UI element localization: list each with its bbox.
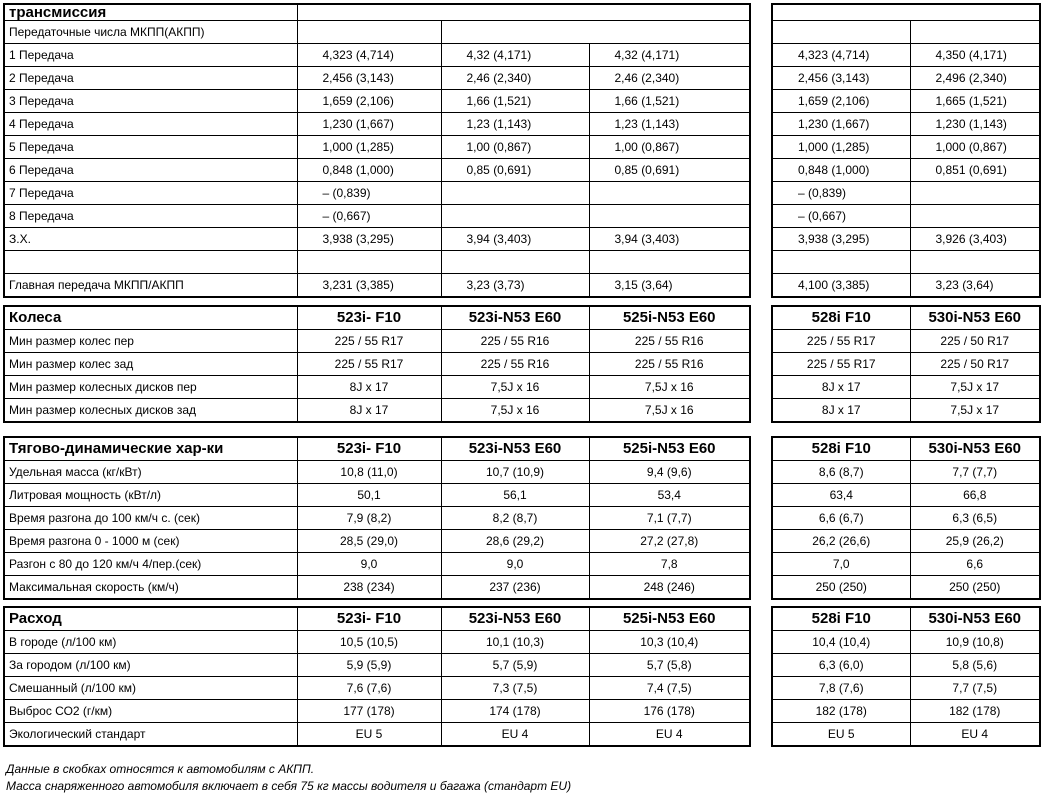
value-cell bbox=[589, 251, 750, 274]
model-header: 528i F10 bbox=[772, 607, 910, 631]
value-cell bbox=[910, 205, 1040, 228]
consumption-table-left bbox=[3, 606, 751, 747]
footnote-akpp: Данные в скобках относятся к автомобилям с АКПП. bbox=[6, 762, 315, 776]
value-cell: 7,8 (7,6) bbox=[772, 677, 910, 700]
value-cell: 3,15 (3,64) bbox=[589, 274, 750, 298]
value-cell: 0,85 (0,691) bbox=[441, 159, 589, 182]
value-cell bbox=[589, 205, 750, 228]
subtitle: Передаточные числа МКПП(АКПП) bbox=[4, 21, 297, 44]
row-label: За городом (л/100 км) bbox=[4, 654, 297, 677]
value-cell: 1,000 (1,285) bbox=[772, 136, 910, 159]
value-cell: 177 (178) bbox=[297, 700, 441, 723]
value-cell: 10,9 (10,8) bbox=[910, 631, 1040, 654]
row-label: Время разгона 0 - 1000 м (сек) bbox=[4, 530, 297, 553]
value-cell: 7,5J x 17 bbox=[910, 376, 1040, 399]
value-cell: 7,0 bbox=[772, 553, 910, 576]
value-cell: 4,323 (4,714) bbox=[772, 44, 910, 67]
table-row bbox=[772, 205, 1040, 228]
row-label: 3 Передача bbox=[4, 90, 297, 113]
value-cell: 10,8 (11,0) bbox=[297, 461, 441, 484]
table-row bbox=[4, 228, 750, 251]
table-row bbox=[772, 677, 1040, 700]
value-cell: 225 / 55 R16 bbox=[589, 330, 750, 353]
value-cell: 10,4 (10,4) bbox=[772, 631, 910, 654]
footnotes bbox=[6, 761, 571, 795]
value-cell: 238 (234) bbox=[297, 576, 441, 600]
value-cell: 10,5 (10,5) bbox=[297, 631, 441, 654]
row-label: 4 Передача bbox=[4, 113, 297, 136]
table-row bbox=[4, 90, 750, 113]
value-cell: 53,4 bbox=[589, 484, 750, 507]
row-label: Разгон с 80 до 120 км/ч 4/пер.(сек) bbox=[4, 553, 297, 576]
value-cell: 7,1 (7,7) bbox=[589, 507, 750, 530]
table-row bbox=[4, 159, 750, 182]
value-cell: 1,659 (2,106) bbox=[772, 90, 910, 113]
value-cell: 1,230 (1,667) bbox=[772, 113, 910, 136]
table-row bbox=[4, 251, 750, 274]
value-cell bbox=[297, 251, 441, 274]
value-cell: 250 (250) bbox=[910, 576, 1040, 600]
value-cell: 7,5J x 17 bbox=[910, 399, 1040, 423]
value-cell: 182 (178) bbox=[772, 700, 910, 723]
value-cell: EU 5 bbox=[297, 723, 441, 747]
table-row bbox=[4, 44, 750, 67]
table-row bbox=[772, 507, 1040, 530]
value-cell: 7,3 (7,5) bbox=[441, 677, 589, 700]
value-cell: 6,6 bbox=[910, 553, 1040, 576]
value-cell: 8,6 (8,7) bbox=[772, 461, 910, 484]
row-label: 8 Передача bbox=[4, 205, 297, 228]
table-row bbox=[4, 723, 750, 747]
table-row bbox=[772, 399, 1040, 423]
value-cell: 8J x 17 bbox=[297, 399, 441, 423]
table-row bbox=[4, 376, 750, 399]
value-cell: 225 / 55 R16 bbox=[589, 353, 750, 376]
row-label bbox=[4, 251, 297, 274]
table-row bbox=[4, 553, 750, 576]
value-cell: 182 (178) bbox=[910, 700, 1040, 723]
model-header: 528i F10 bbox=[772, 437, 910, 461]
value-cell: 9,4 (9,6) bbox=[589, 461, 750, 484]
value-cell: 1,230 (1,143) bbox=[910, 113, 1040, 136]
table-row bbox=[772, 44, 1040, 67]
table-row bbox=[4, 654, 750, 677]
table-row bbox=[772, 228, 1040, 251]
value-cell: 1,665 (1,521) bbox=[910, 90, 1040, 113]
table-row bbox=[4, 136, 750, 159]
table-row bbox=[772, 90, 1040, 113]
value-cell: 225 / 55 R16 bbox=[441, 330, 589, 353]
value-cell: 7,6 (7,6) bbox=[297, 677, 441, 700]
value-cell: 3,938 (3,295) bbox=[772, 228, 910, 251]
value-cell: 7,5J x 16 bbox=[441, 376, 589, 399]
table-row bbox=[4, 461, 750, 484]
value-cell: 56,1 bbox=[441, 484, 589, 507]
value-cell: – (0,667) bbox=[297, 205, 441, 228]
wheels-table-left bbox=[3, 305, 751, 423]
value-cell: 225 / 55 R17 bbox=[772, 353, 910, 376]
value-cell: 1,23 (1,143) bbox=[589, 113, 750, 136]
model-header: 523i-N53 E60 bbox=[441, 607, 589, 631]
table-row bbox=[772, 576, 1040, 600]
row-label: Удельная масса (кг/кВт) bbox=[4, 461, 297, 484]
value-cell: 28,5 (29,0) bbox=[297, 530, 441, 553]
table-row bbox=[4, 484, 750, 507]
value-cell: 2,496 (2,340) bbox=[910, 67, 1040, 90]
value-cell: 1,000 (0,867) bbox=[910, 136, 1040, 159]
value-cell: 225 / 50 R17 bbox=[910, 353, 1040, 376]
row-label: Мин размер колес пер bbox=[4, 330, 297, 353]
value-cell: 4,100 (3,385) bbox=[772, 274, 910, 298]
value-cell: 7,4 (7,5) bbox=[589, 677, 750, 700]
row-label: Мин размер колесных дисков пер bbox=[4, 376, 297, 399]
value-cell: 10,3 (10,4) bbox=[589, 631, 750, 654]
value-cell bbox=[589, 182, 750, 205]
value-cell: 50,1 bbox=[297, 484, 441, 507]
table-row bbox=[772, 530, 1040, 553]
value-cell: 8,2 (8,7) bbox=[441, 507, 589, 530]
table-row bbox=[4, 530, 750, 553]
value-cell: 27,2 (27,8) bbox=[589, 530, 750, 553]
dynamics-table-right bbox=[771, 436, 1041, 600]
value-cell: 225 / 55 R16 bbox=[441, 353, 589, 376]
row-label: В городе (л/100 км) bbox=[4, 631, 297, 654]
model-header: 523i-N53 E60 bbox=[441, 437, 589, 461]
value-cell: 6,3 (6,5) bbox=[910, 507, 1040, 530]
model-header: 530i-N53 E60 bbox=[910, 437, 1040, 461]
value-cell: – (0,839) bbox=[297, 182, 441, 205]
value-cell: EU 4 bbox=[441, 723, 589, 747]
table-row bbox=[772, 274, 1040, 298]
value-cell: 225 / 50 R17 bbox=[910, 330, 1040, 353]
value-cell: 4,32 (4,171) bbox=[441, 44, 589, 67]
table-row bbox=[772, 631, 1040, 654]
value-cell: 7,9 (8,2) bbox=[297, 507, 441, 530]
dynamics-table-left bbox=[3, 436, 751, 600]
value-cell: 26,2 (26,6) bbox=[772, 530, 910, 553]
value-cell: 1,00 (0,867) bbox=[441, 136, 589, 159]
value-cell: 7,7 (7,5) bbox=[910, 677, 1040, 700]
value-cell bbox=[910, 182, 1040, 205]
table-row bbox=[772, 353, 1040, 376]
model-header: 525i-N53 E60 bbox=[589, 607, 750, 631]
value-cell bbox=[441, 205, 589, 228]
value-cell: 0,85 (0,691) bbox=[589, 159, 750, 182]
value-cell: 3,94 (3,403) bbox=[441, 228, 589, 251]
section-title: трансмиссия bbox=[4, 4, 297, 21]
model-header: 523i- F10 bbox=[297, 306, 441, 330]
table-row bbox=[4, 631, 750, 654]
value-cell: 28,6 (29,2) bbox=[441, 530, 589, 553]
value-cell: 4,32 (4,171) bbox=[589, 44, 750, 67]
value-cell: – (0,839) bbox=[772, 182, 910, 205]
row-label: Литровая мощность (кВт/л) bbox=[4, 484, 297, 507]
value-cell bbox=[441, 182, 589, 205]
transmission-table-left bbox=[3, 3, 751, 298]
value-cell: 176 (178) bbox=[589, 700, 750, 723]
value-cell: 237 (236) bbox=[441, 576, 589, 600]
value-cell: 25,9 (26,2) bbox=[910, 530, 1040, 553]
value-cell: 3,938 (3,295) bbox=[297, 228, 441, 251]
value-cell: 3,23 (3,64) bbox=[910, 274, 1040, 298]
row-label: Максимальная скорость (км/ч) bbox=[4, 576, 297, 600]
value-cell bbox=[910, 251, 1040, 274]
table-row bbox=[4, 67, 750, 90]
row-label: 6 Передача bbox=[4, 159, 297, 182]
value-cell: 2,46 (2,340) bbox=[441, 67, 589, 90]
model-header: 523i- F10 bbox=[297, 607, 441, 631]
value-cell: 4,350 (4,171) bbox=[910, 44, 1040, 67]
table-row bbox=[772, 461, 1040, 484]
model-header: 528i F10 bbox=[772, 306, 910, 330]
table-row bbox=[4, 677, 750, 700]
model-header: 525i-N53 E60 bbox=[589, 437, 750, 461]
table-row bbox=[772, 182, 1040, 205]
table-row bbox=[772, 251, 1040, 274]
table-row bbox=[4, 182, 750, 205]
value-cell: EU 4 bbox=[589, 723, 750, 747]
table-row bbox=[772, 376, 1040, 399]
row-label: Время разгона до 100 км/ч с. (сек) bbox=[4, 507, 297, 530]
model-header: 530i-N53 E60 bbox=[910, 306, 1040, 330]
value-cell: 0,848 (1,000) bbox=[297, 159, 441, 182]
table-row bbox=[772, 654, 1040, 677]
table-row bbox=[4, 399, 750, 423]
row-label: Главная передача МКПП/АКПП bbox=[4, 274, 297, 298]
table-row bbox=[4, 113, 750, 136]
value-cell: 248 (246) bbox=[589, 576, 750, 600]
table-row bbox=[772, 700, 1040, 723]
value-cell: 9,0 bbox=[441, 553, 589, 576]
section-title: Колеса bbox=[4, 306, 297, 330]
row-label: Мин размер колесных дисков зад bbox=[4, 399, 297, 423]
table-row bbox=[772, 330, 1040, 353]
row-label: Мин размер колес зад bbox=[4, 353, 297, 376]
value-cell: – (0,667) bbox=[772, 205, 910, 228]
row-label: З.Х. bbox=[4, 228, 297, 251]
section-title: Расход bbox=[4, 607, 297, 631]
value-cell: 63,4 bbox=[772, 484, 910, 507]
value-cell: 3,926 (3,403) bbox=[910, 228, 1040, 251]
value-cell: 7,5J x 16 bbox=[589, 376, 750, 399]
model-header: 523i-N53 E60 bbox=[441, 306, 589, 330]
value-cell: 1,000 (1,285) bbox=[297, 136, 441, 159]
row-label: 7 Передача bbox=[4, 182, 297, 205]
row-label: 5 Передача bbox=[4, 136, 297, 159]
value-cell: 8J x 17 bbox=[772, 399, 910, 423]
table-row bbox=[4, 576, 750, 600]
value-cell: 4,323 (4,714) bbox=[297, 44, 441, 67]
row-label: Выброс СО2 (г/км) bbox=[4, 700, 297, 723]
value-cell: 250 (250) bbox=[772, 576, 910, 600]
value-cell: 174 (178) bbox=[441, 700, 589, 723]
table-row bbox=[772, 159, 1040, 182]
value-cell: 225 / 55 R17 bbox=[297, 353, 441, 376]
value-cell: 6,6 (6,7) bbox=[772, 507, 910, 530]
table-row bbox=[4, 205, 750, 228]
value-cell: 5,7 (5,8) bbox=[589, 654, 750, 677]
value-cell: 10,1 (10,3) bbox=[441, 631, 589, 654]
model-header: 523i- F10 bbox=[297, 437, 441, 461]
value-cell bbox=[772, 251, 910, 274]
table-row bbox=[772, 553, 1040, 576]
footnote-mass: Масса снаряженного автомобиля включает в себя 75 кг массы водителя и багажа (стандарт EU) bbox=[6, 779, 572, 793]
value-cell: 5,7 (5,9) bbox=[441, 654, 589, 677]
value-cell: 7,7 (7,7) bbox=[910, 461, 1040, 484]
value-cell: 1,66 (1,521) bbox=[441, 90, 589, 113]
row-label: Смешанный (л/100 км) bbox=[4, 677, 297, 700]
value-cell: 1,230 (1,667) bbox=[297, 113, 441, 136]
value-cell: 3,94 (3,403) bbox=[589, 228, 750, 251]
model-header: 525i-N53 E60 bbox=[589, 306, 750, 330]
row-label: Экологический стандарт bbox=[4, 723, 297, 747]
wheels-table-right bbox=[771, 305, 1041, 423]
value-cell bbox=[441, 251, 589, 274]
value-cell: 1,00 (0,867) bbox=[589, 136, 750, 159]
value-cell: EU 5 bbox=[772, 723, 910, 747]
value-cell: 3,231 (3,385) bbox=[297, 274, 441, 298]
value-cell: 2,456 (3,143) bbox=[297, 67, 441, 90]
value-cell: 225 / 55 R17 bbox=[297, 330, 441, 353]
value-cell: 225 / 55 R17 bbox=[772, 330, 910, 353]
table-row bbox=[4, 507, 750, 530]
table-row bbox=[4, 700, 750, 723]
table-row bbox=[772, 723, 1040, 747]
value-cell: 8J x 17 bbox=[297, 376, 441, 399]
value-cell: 2,46 (2,340) bbox=[589, 67, 750, 90]
value-cell: 6,3 (6,0) bbox=[772, 654, 910, 677]
value-cell: 0,848 (1,000) bbox=[772, 159, 910, 182]
value-cell: 1,23 (1,143) bbox=[441, 113, 589, 136]
value-cell: 10,7 (10,9) bbox=[441, 461, 589, 484]
section-title: Тягово-динамические хар-ки bbox=[4, 437, 297, 461]
table-row bbox=[772, 67, 1040, 90]
table-row bbox=[4, 353, 750, 376]
value-cell: 0,851 (0,691) bbox=[910, 159, 1040, 182]
value-cell: 1,66 (1,521) bbox=[589, 90, 750, 113]
value-cell: 8J x 17 bbox=[772, 376, 910, 399]
value-cell: 1,659 (2,106) bbox=[297, 90, 441, 113]
value-cell: EU 4 bbox=[910, 723, 1040, 747]
value-cell: 7,8 bbox=[589, 553, 750, 576]
row-label: 1 Передача bbox=[4, 44, 297, 67]
value-cell: 7,5J x 16 bbox=[441, 399, 589, 423]
row-label: 2 Передача bbox=[4, 67, 297, 90]
value-cell: 9,0 bbox=[297, 553, 441, 576]
value-cell: 66,8 bbox=[910, 484, 1040, 507]
value-cell: 7,5J x 16 bbox=[589, 399, 750, 423]
table-row bbox=[4, 330, 750, 353]
value-cell: 5,8 (5,6) bbox=[910, 654, 1040, 677]
consumption-table-right bbox=[771, 606, 1041, 747]
table-row bbox=[4, 274, 750, 298]
transmission-table-right bbox=[771, 3, 1041, 298]
table-row bbox=[772, 136, 1040, 159]
model-header: 530i-N53 E60 bbox=[910, 607, 1040, 631]
table-row bbox=[772, 484, 1040, 507]
value-cell: 2,456 (3,143) bbox=[772, 67, 910, 90]
value-cell: 3,23 (3,73) bbox=[441, 274, 589, 298]
value-cell: 5,9 (5,9) bbox=[297, 654, 441, 677]
table-row bbox=[772, 113, 1040, 136]
